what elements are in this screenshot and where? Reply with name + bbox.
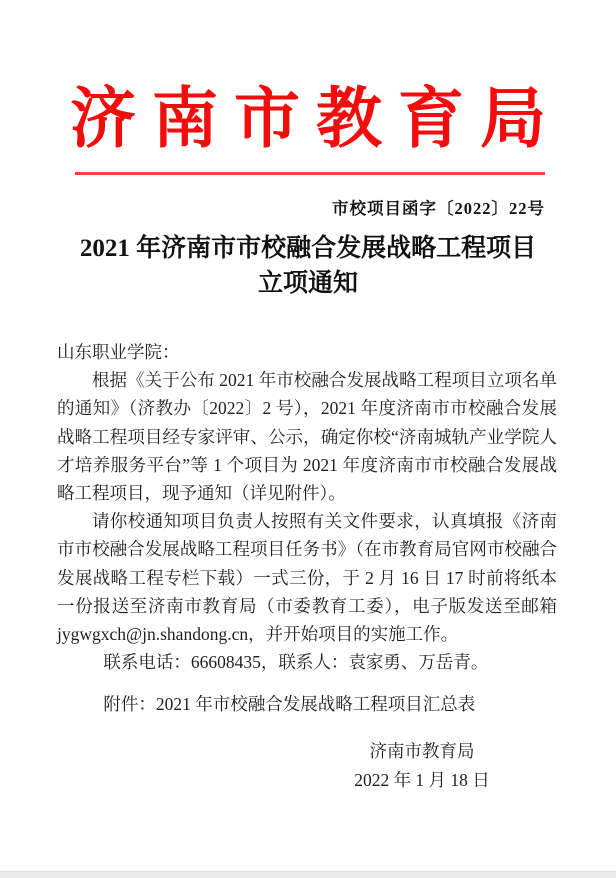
doc-number: 市校项目函字〔2022〕22号 [332,199,545,218]
paragraph-instructions: 请你校通知项目负责人按照有关文件要求，认真填报《济南市市校融合发展战略工程项目任务书》（在市教育局官网市校融合发展战略工程专栏下载）一式三份，于 2 月 16 日 17 时前将纸本一份报送至济南市教育局（市委教育工委），电子版发送至邮箱 jygwgxch@jn.shandong.cn，并开始项目的实施工作。 [57,511,557,645]
doc-title-line1: 2021 年济南市市校融合发展战略工程项目 [79,235,537,262]
contact-line: 联系电话：66608435，联系人：袁家勇、万岳青。 [103,652,489,673]
doc-title-line2: 立项通知 [257,270,358,297]
page-bottom-edge [0,871,616,878]
doc-body [57,338,557,719]
paragraph-basis: 根据《关于公布 2021 年市校融合发展战略工程项目立项名单的通知》（济教办〔2022〕2 号），2021 年度济南市市校融合发展战略工程项目经专家评审、公示，确定你校“济南城轨产业学院人才培养服务平台”等 1 个项目为 2021 年度济南市市校融合发展战略工程项目，现予通知（详见附件）。 [57,370,557,504]
doc-title [0,231,616,301]
recipient-line: 山东职业学院： [57,342,180,362]
red-divider [75,172,545,175]
signature-block [327,737,517,795]
attachment-line: 附件：2021 年市校融合发展战略工程项目汇总表 [103,694,476,715]
agency-header: 济南市教育局 [70,83,562,156]
signature-date: 2022 年 1 月 18 日 [354,770,490,790]
signature-agency: 济南市教育局 [369,741,475,761]
